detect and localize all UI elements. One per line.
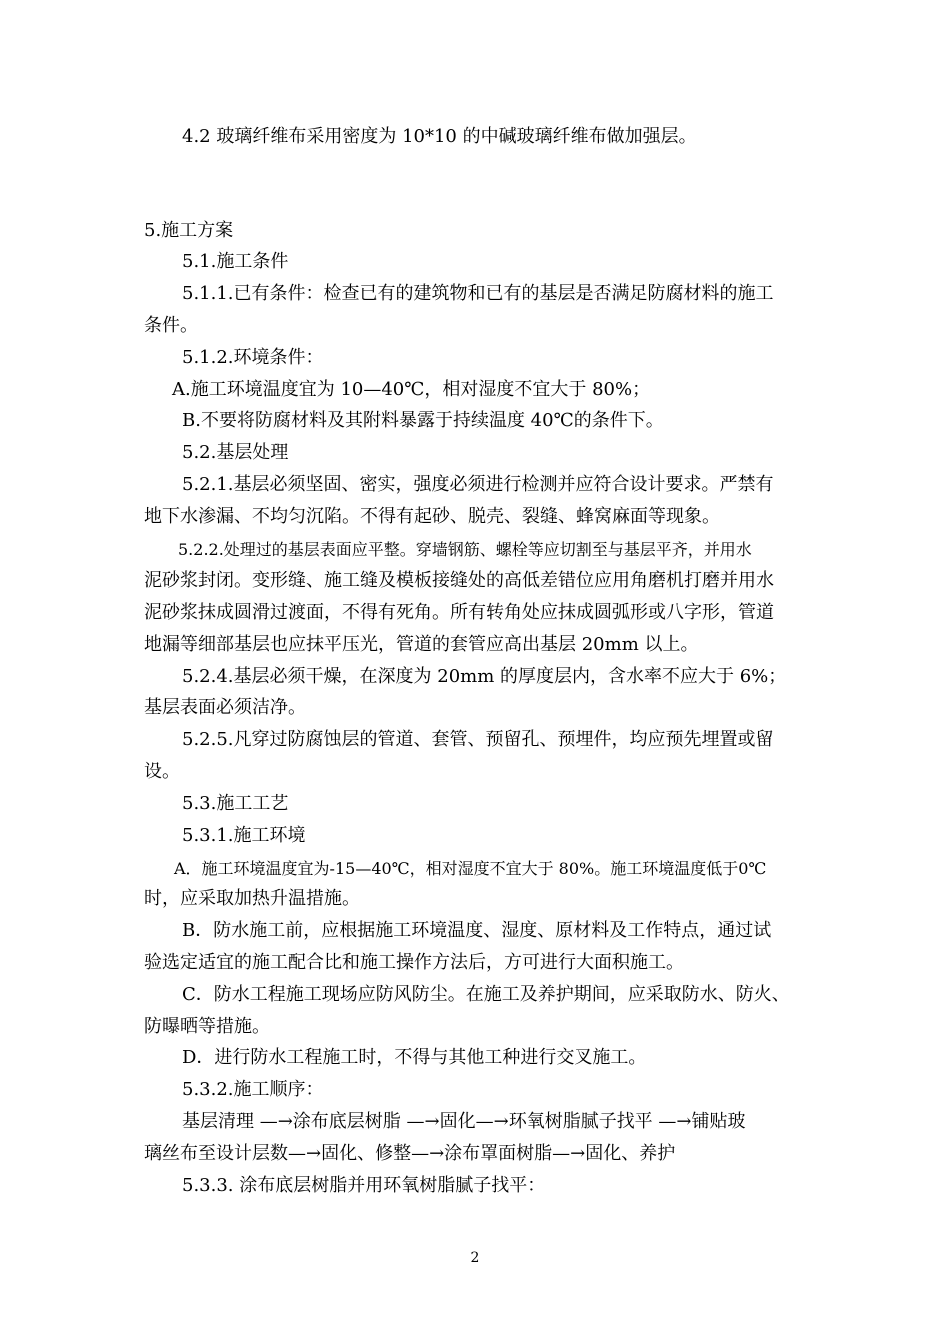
text-line: 4.2 玻璃纤维布采用密度为 10*10 的中碱玻璃纤维布做加强层。 [182,126,697,147]
text-line: 泥砂浆封闭。变形缝、施工缝及模板接缝处的高低差错位应用角磨机打磨并用水 [144,570,774,591]
text-line: B．防水施工前，应根据施工环境温度、湿度、原材料及工作特点，通过试 [182,920,772,941]
text-line: C．防水工程施工现场应防风防尘。在施工及养护期间，应采取防水、防火、 [182,984,790,1005]
subsection-heading: 5.3.施工工艺 [182,793,289,814]
text-line: 5.1.2.环境条件： [182,347,324,368]
text-line: 地漏等细部基层也应抹平压光，管道的套管应高出基层 20mm 以上。 [144,634,699,655]
text-line: 5.3.1.施工环境 [182,825,306,846]
text-line: 时，应采取加热升温措施。 [144,888,360,909]
text-line: 5.2.5.凡穿过防腐蚀层的管道、套管、预留孔、预埋件，均应预先埋置或留 [182,729,774,750]
text-line: B.不要将防腐材料及其附料暴露于持续温度 40℃的条件下。 [182,410,664,431]
text-line: 5.2.1.基层必须坚固、密实，强度必须进行检测并应符合设计要求。严禁有 [182,474,774,495]
text-line: 验选定适宜的施工配合比和施工操作方法后，方可进行大面积施工。 [144,952,684,973]
text-line: 5.3.3. 涂布底层树脂并用环氧树脂腻子找平： [182,1175,546,1196]
text-line: 璃丝布至设计层数—→固化、修整—→涂布罩面树脂—→固化、养护 [144,1143,676,1164]
text-line: 5.2.4.基层必须干燥，在深度为 20mm 的厚度层内，含水率不应大于 6%； [182,666,787,687]
text-line: 5.3.2.施工顺序： [182,1079,324,1100]
text-line: 设。 [144,761,180,782]
text-line: 防曝晒等措施。 [144,1016,270,1037]
section-heading: 5.施工方案 [144,220,234,241]
text-line: 基层表面必须洁净。 [144,697,306,718]
page-number: 2 [470,1250,480,1266]
text-line: 泥砂浆抹成圆滑过渡面，不得有死角。所有转角处应抹成圆弧形或八字形，管道 [144,602,774,623]
text-line: 基层清理 —→涂布底层树脂 —→固化—→环氧树脂腻子找平 —→铺贴玻 [182,1111,746,1132]
text-line: A．施工环境温度宜为-15—40℃，相对湿度不宜大于 80%。施工环境温度低于0℃ [174,859,767,878]
subsection-heading: 5.1.施工条件 [182,251,289,272]
text-line: 5.2.2.处理过的基层表面应平整。穿墙钢筋、螺栓等应切割至与基层平齐，并用水 [178,540,752,559]
text-line: A.施工环境温度宜为 10—40℃，相对湿度不宜大于 80%； [172,379,651,400]
text-line: 条件。 [144,315,198,336]
subsection-heading: 5.2.基层处理 [182,442,289,463]
text-line: D．进行防水工程施工时，不得与其他工种进行交叉施工。 [182,1047,647,1068]
text-line: 5.1.1.已有条件：检查已有的建筑物和已有的基层是否满足防腐材料的施工 [182,283,774,304]
text-line: 地下水渗漏、不均匀沉陷。不得有起砂、脱壳、裂缝、蜂窝麻面等现象。 [144,506,720,527]
